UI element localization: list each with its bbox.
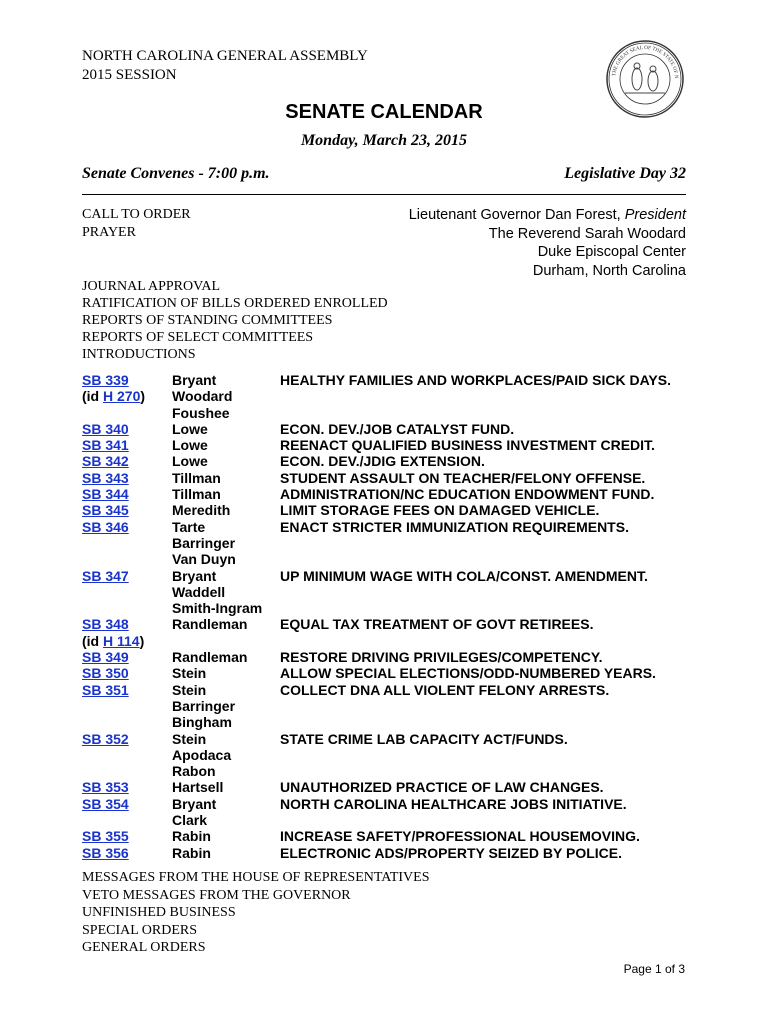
table-row [82,616,692,632]
bill-link[interactable]: SB 350 [82,665,129,682]
bill-link[interactable]: SB 343 [82,469,129,486]
table-row [82,600,692,616]
bill-number-cell [82,796,172,812]
bill-title: INCREASE SAFETY/PROFESSIONAL HOUSEMOVING. [280,828,640,845]
bill-number-cell [82,682,172,698]
bill-link[interactable]: SB 341 [82,437,129,454]
bill-title: STATE CRIME LAB CAPACITY ACT/FUNDS. [280,730,568,747]
table-row [82,682,692,698]
bill-number-cell [82,616,172,632]
order-item: INTRODUCTIONS [82,347,196,362]
bill-sponsor: Stein [172,665,207,682]
bill-title: NORTH CAROLINA HEALTHCARE JOBS INITIATIVE. [280,795,627,812]
bill-title [280,584,692,600]
table-row [82,649,692,665]
bill-title [280,600,692,616]
bill-number-cell [82,535,172,551]
bill-link[interactable]: SB 339 [82,372,129,388]
legislative-day: Legislative Day 32 [564,165,686,182]
bill-title: HEALTHY FAMILIES AND WORKPLACES/PAID SICK DAYS. [280,372,671,388]
call-to-order: CALL TO ORDER [82,207,191,222]
table-row [82,845,692,861]
bill-link[interactable]: SB 349 [82,649,129,666]
order-of-business [82,278,388,363]
table-row [82,486,692,502]
bill-link[interactable]: SB 348 [82,616,129,633]
bill-sponsor: Clark [172,812,208,829]
bill-number-cell [82,502,172,518]
bill-number-cell [82,584,172,600]
bill-sponsor: Foushee [172,404,230,421]
bill-title [280,535,692,551]
bill-sponsor: Randleman [172,616,248,633]
bill-sponsor: Tillman [172,469,221,486]
bill-title [280,405,692,421]
table-row [82,796,692,812]
bill-sponsor: Woodard [172,388,233,405]
bill-link[interactable]: SB 355 [82,828,129,845]
bill-number-cell [82,649,172,665]
presider-block [409,206,686,280]
table-row [82,388,692,404]
bill-number-cell [82,633,172,649]
bill-number-cell [82,388,172,404]
bill-sponsor: Lowe [172,420,208,437]
opening-section [82,206,686,279]
identical-bill-prefix: (id [82,632,103,649]
remaining-business [82,869,430,957]
bill-number-cell [82,551,172,567]
bill-title: ELECTRONIC ADS/PROPERTY SEIZED BY POLICE. [280,844,623,861]
table-row [82,812,692,828]
order-item: MESSAGES FROM THE HOUSE OF REPRESENTATIVES [82,870,430,885]
bill-number-cell [82,698,172,714]
chaplain-org: Duke Episcopal Center [537,244,686,260]
bill-sponsor: Tillman [172,486,221,503]
bill-link[interactable]: SB 352 [82,730,129,747]
table-row [82,502,692,518]
table-row [82,747,692,763]
introductions-table [82,372,692,861]
bill-number-cell [82,486,172,502]
bill-sponsor: Bryant [172,567,217,584]
assembly-name: NORTH CAROLINA GENERAL ASSEMBLY [82,48,368,64]
bill-number-cell [82,372,172,388]
order-item: JOURNAL APPROVAL [82,279,221,294]
table-row [82,779,692,795]
table-row [82,372,692,388]
bill-sponsor: Apodaca [172,746,232,763]
bill-sponsor: Barringer [172,534,236,551]
bill-number-cell [82,747,172,763]
bill-title: ENACT STRICTER IMMUNIZATION REQUIREMENTS. [280,518,629,535]
table-row [82,519,692,535]
bill-title: LIMIT STORAGE FEES ON DAMAGED VEHICLE. [280,502,600,519]
bill-sponsor: Bryant [172,372,217,388]
table-row [82,763,692,779]
bill-sponsor: Tarte [172,518,206,535]
bill-sponsor: Randleman [172,649,248,666]
order-item: REPORTS OF SELECT COMMITTEES [82,330,314,345]
table-row [82,437,692,453]
bill-link[interactable]: SB 342 [82,453,129,470]
table-row [82,568,692,584]
bill-title [280,388,692,404]
bill-sponsor: Stein [172,730,207,747]
bill-sponsor: Rabon [172,763,216,780]
bill-title: ECON. DEV./JOB CATALYST FUND. [280,420,515,437]
identical-bill-prefix: (id [82,388,103,405]
order-item: REPORTS OF STANDING COMMITTEES [82,313,333,328]
bill-link[interactable]: SB 344 [82,486,129,503]
bill-link[interactable]: SB 347 [82,567,129,584]
bill-number-cell [82,828,172,844]
bill-title [280,714,692,730]
table-row [82,421,692,437]
table-row [82,551,692,567]
bill-sponsor: Stein [172,681,207,698]
chaplain-place: Durham, North Carolina [532,262,686,279]
header-divider [82,194,686,195]
bill-number-cell [82,421,172,437]
bill-number-cell [82,568,172,584]
page-number: Page 1 of 3 [623,962,685,976]
bill-title: UP MINIMUM WAGE WITH COLA/CONST. AMENDMENT. [280,567,648,584]
bill-title [280,812,692,828]
identical-bill-link[interactable]: H 114 [103,632,140,649]
convene-row [82,165,686,187]
session-name: 2015 SESSION [82,67,177,83]
bill-sponsor: Lowe [172,437,208,454]
table-row [82,698,692,714]
bill-number-cell [82,731,172,747]
bill-sponsor: Barringer [172,697,236,714]
presider-role: President [624,207,686,223]
table-row [82,470,692,486]
svg-text:THE GREAT SEAL OF THE STATE OF: THE GREAT SEAL OF THE STATE OF N [611,44,680,79]
presider [409,206,686,225]
bill-title: ECON. DEV./JDIG EXTENSION. [280,453,485,470]
convene-time: Senate Convenes - 7:00 p.m. [82,165,270,182]
presider-name: Lieutenant Governor Dan Forest, [408,207,625,223]
bill-title [280,633,692,649]
bill-number-cell [82,600,172,616]
bill-sponsor: Bryant [172,795,217,812]
bill-link[interactable]: SB 346 [82,518,129,535]
calendar-date: Monday, March 23, 2015 [300,132,468,149]
bill-number-cell [82,405,172,421]
bill-link[interactable]: SB 356 [82,844,129,861]
bill-title: EQUAL TAX TREATMENT OF GOVT RETIREES. [280,616,594,633]
table-row [82,714,692,730]
bill-sponsor: Smith-Ingram [172,600,263,617]
bill-number-cell [82,470,172,486]
bill-sponsor: Waddell [172,583,226,600]
bill-title: STUDENT ASSAULT ON TEACHER/FELONY OFFENSE. [280,469,646,486]
order-item: UNFINISHED BUSINESS [82,905,236,920]
order-item: RATIFICATION OF BILLS ORDERED ENROLLED [82,296,388,311]
identical-bill-suffix: ) [139,632,145,649]
bill-title [280,551,692,567]
document-header [82,44,686,85]
bill-number-cell [82,845,172,861]
bill-sponsor: Rabin [172,844,211,861]
bill-link[interactable]: SB 351 [82,681,129,698]
bill-number-cell [82,714,172,730]
calendar-title: SENATE CALENDAR [285,101,483,123]
bill-number-cell [82,437,172,453]
bill-number-cell [82,763,172,779]
bill-number-cell [82,519,172,535]
bill-title [280,698,692,714]
bill-title: COLLECT DNA ALL VIOLENT FELONY ARRESTS. [280,681,610,698]
table-row [82,453,692,469]
bill-sponsor: Rabin [172,828,211,845]
identical-bill-suffix: ) [140,388,146,405]
bill-link[interactable]: SB 354 [82,795,129,812]
bill-sponsor: Van Duyn [172,551,236,568]
bill-link[interactable]: SB 353 [82,779,129,796]
table-row [82,665,692,681]
bill-number-cell [82,665,172,681]
bill-link[interactable]: SB 345 [82,502,129,519]
order-item: SPECIAL ORDERS [82,922,198,938]
chaplain: The Reverend Sarah Woodard [488,225,686,242]
table-row [82,535,692,551]
bill-title: REENACT QUALIFIED BUSINESS INVESTMENT CREDIT. [280,437,655,454]
table-row [82,731,692,747]
bill-sponsor [172,633,280,649]
bill-title: ALLOW SPECIAL ELECTIONS/ODD-NUMBERED YEARS. [280,665,656,682]
bill-sponsor: Bingham [172,714,232,731]
bill-title: UNAUTHORIZED PRACTICE OF LAW CHANGES. [280,779,604,796]
bill-number-cell [82,812,172,828]
bill-title [280,747,692,763]
order-item: VETO MESSAGES FROM THE GOVERNOR [82,887,351,903]
table-row [82,633,692,649]
identical-bill-link[interactable]: H 270 [103,388,141,405]
bill-title: ADMINISTRATION/NC EDUCATION ENDOWMENT FUND. [280,486,655,503]
table-row [82,405,692,421]
bill-link[interactable]: SB 340 [82,420,129,437]
bill-sponsor: Meredith [172,502,231,519]
table-row [82,828,692,844]
table-row [82,584,692,600]
bill-title [280,763,692,779]
order-item: GENERAL ORDERS [82,940,206,955]
prayer: PRAYER [82,225,136,240]
bill-sponsor: Hartsell [172,779,224,796]
bill-number-cell [82,779,172,795]
bill-title: RESTORE DRIVING PRIVILEGES/COMPETENCY. [280,649,603,666]
bill-sponsor: Lowe [172,453,208,470]
bill-number-cell [82,453,172,469]
